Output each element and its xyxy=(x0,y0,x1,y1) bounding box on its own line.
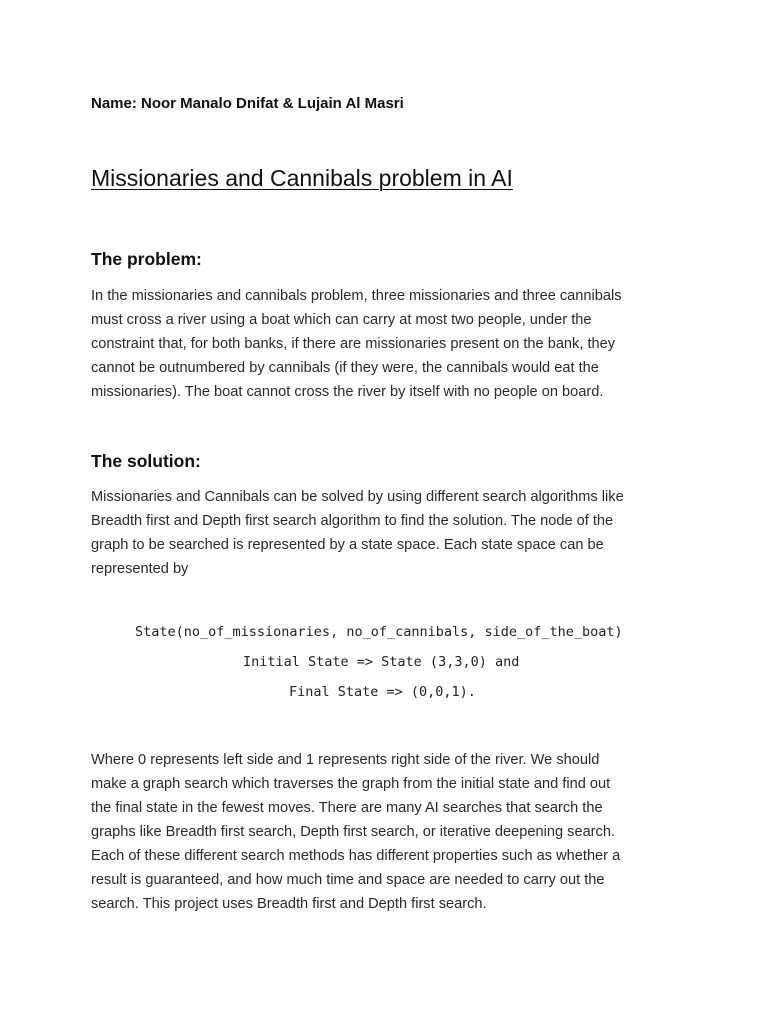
paragraph-line: Where 0 represents left side and 1 represents right side of the river. We should xyxy=(91,752,600,768)
paragraph-line: Breadth first and Depth first search algorithm to find the solution. The node of the xyxy=(91,513,614,529)
problem-paragraph xyxy=(91,284,691,404)
author-names: Name: Noor Manalo Dnifat & Lujain Al Masri xyxy=(91,95,404,112)
solution-heading: The solution: xyxy=(91,451,201,471)
paragraph-line: Each of these different search methods has different properties such as whether a xyxy=(91,848,621,864)
final-state-code: Final State => (0,0,1). xyxy=(289,684,476,700)
paragraph-line: result is guaranteed, and how much time and space are needed to carry out the xyxy=(91,872,605,888)
paragraph-line: missionaries). The boat cannot cross the river by itself with no people on board. xyxy=(91,384,604,400)
paragraph-line: In the missionaries and cannibals problem, three missionaries and three cannibals xyxy=(91,288,622,304)
state-definition-code: State(no_of_missionaries, no_of_cannibals, side_of_the_boat) xyxy=(135,624,623,640)
paragraph-line: search. This project uses Breadth first and Depth first search. xyxy=(91,896,487,912)
paragraph-line: cannot be outnumbered by cannibals (if they were, the cannibals would eat the xyxy=(91,360,599,376)
paragraph-line: represented by xyxy=(91,561,189,577)
paragraph-line: must cross a river using a boat which can carry at most two people, under the xyxy=(91,312,592,328)
paragraph-line: Missionaries and Cannibals can be solved by using different search algorithms like xyxy=(91,489,624,505)
paragraph-line: constraint that, for both banks, if there are missionaries present on the bank, they xyxy=(91,336,616,352)
paragraph-line: graph to be searched is represented by a state space. Each state space can be xyxy=(91,537,604,553)
initial-state-code: Initial State => State (3,3,0) and xyxy=(243,654,520,670)
paragraph-line: the final state in the fewest moves. There are many AI searches that search the xyxy=(91,800,603,816)
closing-paragraph xyxy=(91,748,691,916)
problem-heading: The problem: xyxy=(91,249,202,269)
paragraph-line: graphs like Breadth first search, Depth first search, or iterative deepening search. xyxy=(91,824,616,840)
solution-paragraph xyxy=(91,485,691,581)
document-title: Missionaries and Cannibals problem in AI xyxy=(91,165,513,191)
paragraph-line: make a graph search which traverses the graph from the initial state and find out xyxy=(91,776,611,792)
